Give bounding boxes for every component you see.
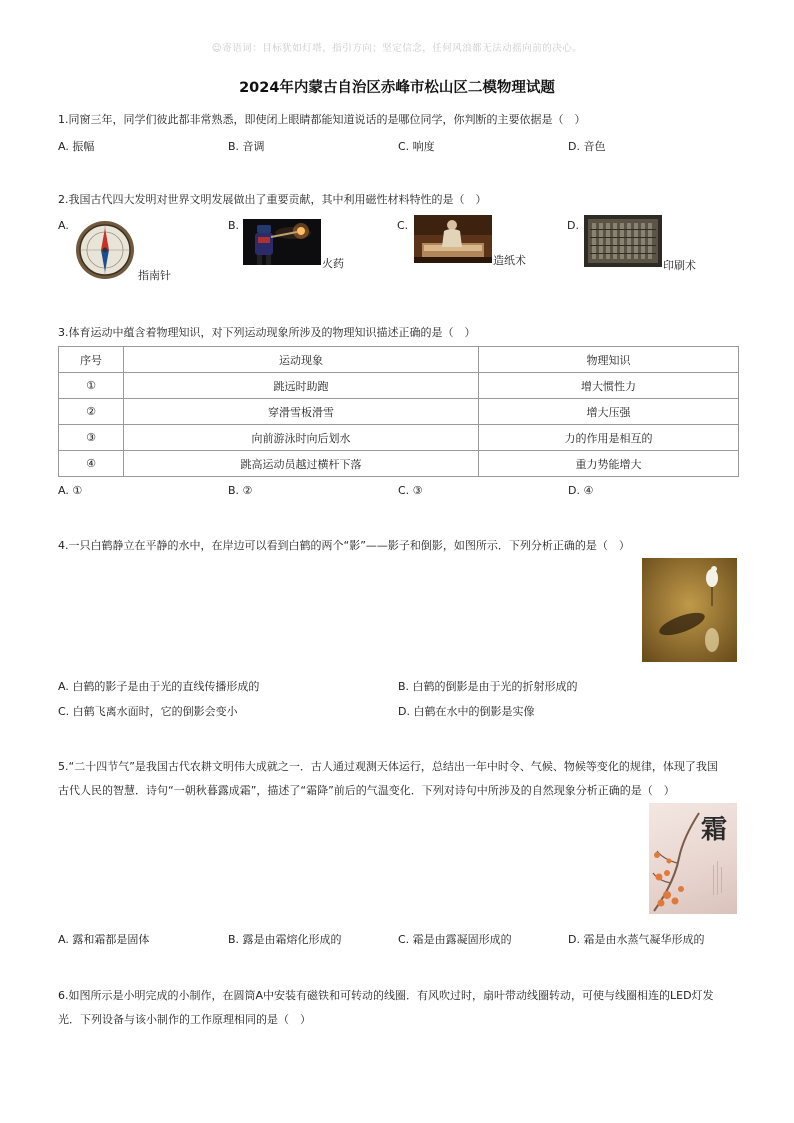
q2-option-d[interactable] bbox=[567, 219, 737, 285]
q3-option-b[interactable]: B. ② bbox=[228, 484, 253, 497]
table-cell: 增大惯性力 bbox=[479, 373, 739, 399]
q2-option-b[interactable] bbox=[228, 219, 398, 285]
table-cell: 穿滑雪板滑雪 bbox=[124, 399, 479, 425]
gunpowder-photo bbox=[243, 219, 321, 265]
motto: ☺寄语词：目标犹如灯塔，指引方向；坚定信念，任何风浪都无法动摇向前的决心。 bbox=[211, 43, 583, 54]
question-1-stem: 1.同窗三年，同学们彼此都非常熟悉，即使闭上眼睛都能知道说话的是哪位同学，你判断的主要依据是（ ） bbox=[58, 113, 586, 126]
table-row bbox=[59, 425, 739, 451]
q2-option-d-caption: 印刷术 bbox=[663, 259, 696, 272]
table-header-cell: 物理知识 bbox=[479, 347, 739, 373]
q2-option-a[interactable] bbox=[58, 219, 228, 285]
compass-icon bbox=[74, 219, 136, 281]
question-3-stem: 3.体育运动中蕴含着物理知识，对下列运动现象所涉及的物理知识描述正确的是（ ） bbox=[58, 326, 476, 339]
question-4-stem: 4.一只白鹤静立在平静的水中，在岸边可以看到白鹤的两个“影”——影子和倒影，如图所示．下列分析正确的是（ ） bbox=[58, 539, 630, 552]
q1-option-d[interactable]: D. 音色 bbox=[568, 140, 606, 153]
q5-option-c[interactable]: C. 霜是由露凝固形成的 bbox=[398, 933, 512, 946]
q2-option-c[interactable] bbox=[397, 219, 567, 285]
question-5-stem-line-2: 古代人民的智慧．诗句“一朝秋暮露成霜”，描述了“霜降”前后的气温变化．下列对诗句中所涉及的自然现象分析正确的是（ ） bbox=[58, 784, 675, 797]
q4-option-c[interactable]: C. 白鹤飞离水面时，它的倒影会变小 bbox=[58, 705, 238, 718]
frost-poster-char: 霜 bbox=[701, 815, 728, 845]
q2-option-b-letter: B. bbox=[228, 219, 240, 232]
question-2-stem: 2.我国古代四大发明对世界文明发展做出了重要贡献，其中利用磁性材料特性的是（ ） bbox=[58, 193, 487, 206]
question-5-stem-line-1: 5.“二十四节气”是我国古代农耕文明伟大成就之一．古人通过观测天体运行，总结出一年中时令、气候、物候等变化的规律，体现了我国 bbox=[58, 760, 718, 773]
question-5-options bbox=[58, 931, 738, 949]
q2-option-a-caption: 指南针 bbox=[138, 269, 171, 282]
question-3-options bbox=[58, 484, 738, 502]
question-6-stem-line-1: 6.如图所示是小明完成的小制作，在圆筒A中安装有磁铁和可转动的线圈．有风吹过时，扇叶带动线圈转动，可使与线圈相连的LED灯发 bbox=[58, 989, 714, 1002]
q5-option-a[interactable]: A. 露和霜都是固体 bbox=[58, 933, 150, 946]
table-cell: 力的作用是相互的 bbox=[479, 425, 739, 451]
q5-option-d[interactable]: D. 霜是由水蒸气凝华形成的 bbox=[568, 933, 705, 946]
q2-option-b-caption: 火药 bbox=[322, 257, 344, 270]
table-cell: 跳高运动员越过横杆下落 bbox=[124, 451, 479, 477]
page-title: 2024年内蒙古自治区赤峰市松山区二模物理试题 bbox=[239, 80, 555, 96]
q2-option-a-letter: A. bbox=[58, 219, 69, 232]
papermaking-photo bbox=[414, 215, 492, 263]
question-4-options-row-2 bbox=[58, 703, 738, 721]
frost-poster-photo bbox=[649, 803, 737, 914]
q2-option-d-letter: D. bbox=[567, 219, 579, 232]
table-cell: 跳远时助跑 bbox=[124, 373, 479, 399]
q2-option-c-caption: 造纸术 bbox=[493, 254, 526, 267]
table-cell: 向前游泳时向后划水 bbox=[124, 425, 479, 451]
table-row bbox=[59, 373, 739, 399]
table-header-cell: 运动现象 bbox=[124, 347, 479, 373]
q4-option-b[interactable]: B. 白鹤的倒影是由于光的折射形成的 bbox=[398, 680, 578, 693]
question-6-stem-line-2: 光．下列设备与该小制作的工作原理相同的是（ ） bbox=[58, 1013, 311, 1026]
table-cell: ② bbox=[59, 399, 124, 425]
q1-option-b[interactable]: B. 音调 bbox=[228, 140, 265, 153]
table-cell: 重力势能增大 bbox=[479, 451, 739, 477]
knowledge-table bbox=[58, 346, 739, 477]
q2-option-c-letter: C. bbox=[397, 219, 409, 232]
table-cell: ③ bbox=[59, 425, 124, 451]
q3-option-d[interactable]: D. ④ bbox=[568, 484, 594, 497]
q3-option-a[interactable]: A. ① bbox=[58, 484, 83, 497]
table-header-row bbox=[59, 347, 739, 373]
q1-option-c[interactable]: C. 响度 bbox=[398, 140, 435, 153]
table-header-cell: 序号 bbox=[59, 347, 124, 373]
question-4-options-row-1 bbox=[58, 678, 738, 696]
q5-option-b[interactable]: B. 露是由霜熔化形成的 bbox=[228, 933, 342, 946]
table-cell: ④ bbox=[59, 451, 124, 477]
table-row bbox=[59, 451, 739, 477]
crane-reflection-photo bbox=[642, 558, 737, 662]
table-cell: 增大压强 bbox=[479, 399, 739, 425]
question-1-options bbox=[58, 138, 738, 156]
q1-option-a[interactable]: A. 振幅 bbox=[58, 140, 95, 153]
printing-photo bbox=[584, 215, 662, 267]
q3-option-c[interactable]: C. ③ bbox=[398, 484, 423, 497]
q4-option-a[interactable]: A. 白鹤的影子是由于光的直线传播形成的 bbox=[58, 680, 260, 693]
table-row bbox=[59, 399, 739, 425]
table-cell: ① bbox=[59, 373, 124, 399]
q4-option-d[interactable]: D. 白鹤在水中的倒影是实像 bbox=[398, 705, 535, 718]
